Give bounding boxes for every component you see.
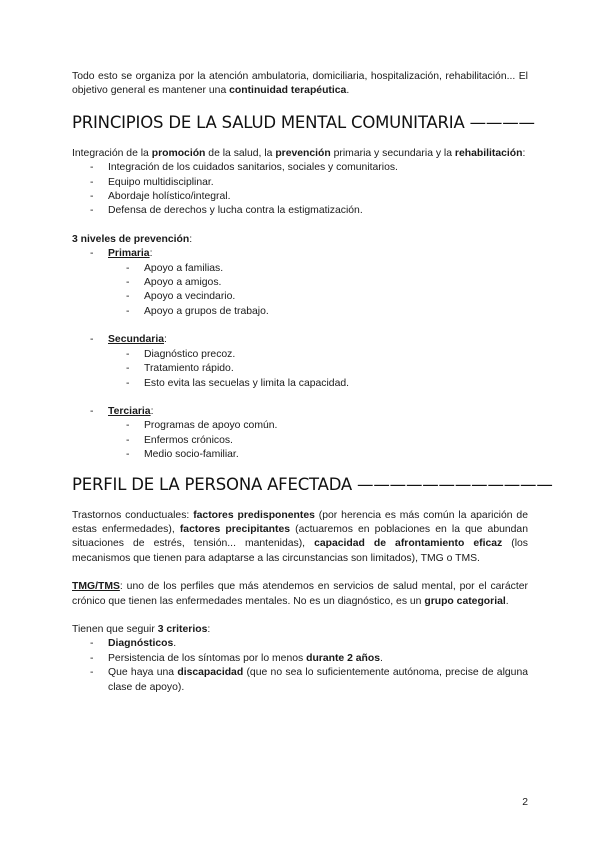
secundaria-items: [72, 348, 528, 391]
bold-text: durante 2 años: [306, 652, 381, 664]
text: Integración de la: [72, 147, 152, 159]
bold-text: 3 niveles de prevención: [72, 233, 190, 245]
intro-paragraph: [72, 70, 528, 99]
text: (actuaremos en poblaciones en la que abundan situaciones de estrés, tensión... mantenidas),: [72, 523, 528, 550]
list-item: [72, 637, 528, 651]
level-secundaria: - Secundaria:: [72, 333, 528, 347]
terciaria-items: [72, 419, 528, 462]
text: .: [173, 638, 177, 650]
bold-text: prevención: [275, 147, 331, 159]
text: Trastornos conductuales:: [72, 509, 194, 521]
text: Persistencia de los síntomas por lo menos: [108, 652, 307, 664]
text: :: [522, 147, 526, 159]
primaria-items: [72, 262, 528, 320]
section-title: PERFIL DE LA PERSONA AFECTADA: [72, 474, 353, 494]
text: Tienen que seguir: [72, 623, 158, 635]
list-item: - Tratamiento rápido.: [72, 362, 528, 376]
text: Que haya una: [108, 667, 178, 679]
text: de la salud, la: [205, 147, 276, 159]
level-terciaria: - Terciaria:: [72, 405, 528, 419]
level-name: Primaria: [108, 248, 150, 260]
criteria-list: [72, 637, 528, 695]
section-heading-principios: [72, 112, 535, 133]
list-item: - Apoyo a amigos.: [72, 276, 528, 290]
principios-list: [72, 161, 528, 219]
heading-rule: ————————————: [352, 474, 553, 494]
section-heading-perfil: [72, 474, 553, 495]
list-item: - Apoyo a vecindario.: [72, 290, 528, 304]
bold-text: capacidad de afrontamiento eficaz: [314, 538, 503, 550]
section-title: PRINCIPIOS DE LA SALUD MENTAL COMUNITARIA: [72, 112, 465, 132]
bold-text: factores predisponentes: [193, 509, 315, 521]
intro-text: Todo esto se organiza por la atención ambulatoria, domiciliaria, hospitalización, rehabilitación... El objetivo general es mantener una: [72, 71, 528, 97]
levels-list-secundaria: [72, 333, 528, 347]
text: .: [505, 595, 509, 607]
list-item: - Esto evita las secuelas y limita la capacidad.: [72, 377, 528, 391]
list-item: - Abordaje holístico/integral.: [72, 190, 528, 204]
text: :: [189, 233, 193, 245]
criteria-intro: [72, 623, 528, 637]
list-item: - Integración de los cuidados sanitarios, sociales y comunitarios.: [72, 161, 528, 175]
text: primaria y secundaria y la: [330, 147, 455, 159]
levels-list: [72, 247, 528, 261]
text: :: [207, 623, 211, 635]
tmg-paragraph: [72, 580, 528, 609]
document-page: [72, 70, 553, 695]
list-item: - Apoyo a grupos de trabajo.: [72, 305, 528, 319]
levels-heading: [72, 233, 528, 247]
principios-paragraph: [72, 147, 528, 161]
bold-text: promoción: [151, 147, 206, 159]
intro-end: .: [346, 85, 350, 97]
text: (los mecanismos que tienen para adaptarse a las circunstancias son limitados), TMG o TMS.: [72, 538, 528, 564]
bold-text: factores precipitantes: [179, 523, 291, 535]
text: (que no sea lo suficientemente autónoma, precise de alguna clase de apoyo).: [108, 667, 528, 693]
bold-text: Diagnósticos: [108, 638, 174, 650]
page-number: 2: [522, 797, 528, 808]
level-name: Secundaria: [108, 334, 165, 346]
text: .: [380, 652, 383, 664]
list-item: [72, 652, 528, 666]
text: (por herencia es más común la aparición de estas enfermedades),: [72, 509, 528, 535]
level-name: Terciaria: [108, 405, 151, 417]
perfil-paragraph: [72, 509, 528, 567]
list-item: - Apoyo a familias.: [72, 262, 528, 276]
levels-list-terciaria: [72, 405, 528, 419]
bold-underline-text: TMG/TMS: [72, 581, 120, 593]
list-item: - Programas de apoyo común.: [72, 419, 528, 433]
bold-text: 3 criterios: [157, 623, 208, 635]
bold-text: discapacidad: [177, 667, 244, 679]
list-item: - Medio socio-familiar.: [72, 448, 528, 462]
intro-bold: continuidad terapéutica: [229, 85, 347, 97]
bold-text: grupo categorial: [424, 595, 506, 607]
bold-text: rehabilitación: [454, 147, 523, 159]
list-item: [72, 666, 528, 695]
list-item: - Defensa de derechos y lucha contra la estigmatización.: [72, 204, 528, 218]
level-primaria: - Primaria:: [72, 247, 528, 261]
list-item: - Diagnóstico precoz.: [72, 348, 528, 362]
list-item: - Enfermos crónicos.: [72, 434, 528, 448]
heading-rule: ————: [464, 112, 535, 132]
list-item: - Equipo multidisciplinar.: [72, 176, 528, 190]
text: : uno de los perfiles que más atendemos en servicios de salud mental, por el carácter crónico que tienen las enfermedades mentales. No es un diagnóstico, es un: [72, 581, 528, 607]
